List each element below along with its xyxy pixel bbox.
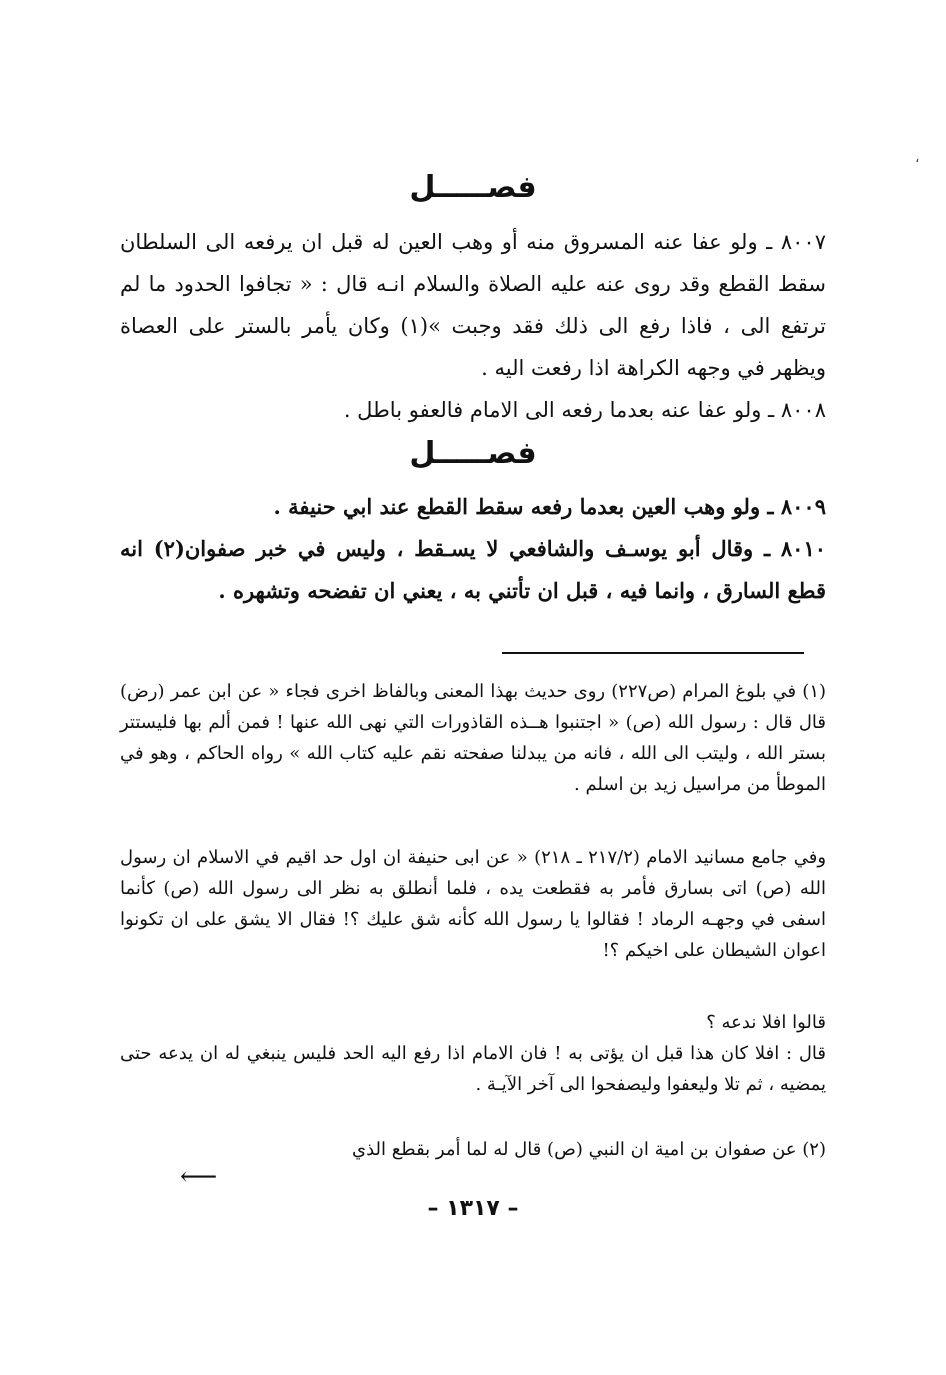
footnote-1-part-c — [120, 1007, 826, 1038]
footnote-2 — [120, 1134, 826, 1165]
footnote-1-question: قالوا افلا ندعه ؟ — [706, 1012, 826, 1033]
page-number: – ١٣١٧ – — [427, 1196, 519, 1221]
stray-mark: ، — [915, 150, 920, 166]
footnote-1-jami-text: وفي جامع مسانيد الامام (٢١٧/٢ ـ ٢١٨) « عن ابى حنيفة ان اول حد اقيم في الاسلام ان رسول الله (ص) اتى بسارق فأمر به فقطعت يده ، فلما أنطلق به نظر الى رسول الله (ص) كأنما اسفى في وجهـه الرماد ! فقالوا يا رسول الله كأنه شق عليك ؟! فقال الا يشق على ان تكونوا اعوان الشيطان على اخيكم ؟! — [120, 847, 827, 961]
footnote-2-text: (٢) عن صفوان بن امية ان النبي (ص) قال له لما أمر بقطع الذي — [351, 1139, 826, 1160]
section-1-text — [120, 221, 826, 431]
section-heading-2: فصـــــل — [409, 436, 537, 471]
paragraph-8009: ٨٠٠٩ ـ ولو وهب العين بعدما رفعه سقط القطع عند ابي حنيفة . — [273, 494, 826, 519]
paragraph-8010: ٨٠١٠ ـ وقال أبو يوسـف والشافعي لا يسـقط ، وليس في خبر صفوان(٢) انه قطع السارق ، وانما فيه ، قبل ان تأتني به ، يعني ان تفضحه وتشهره . — [120, 536, 827, 603]
continuation-arrow-icon: ⟵ — [180, 1162, 218, 1192]
section-heading-1: فصـــــل — [409, 170, 537, 205]
paragraph-8007: ٨٠٠٧ ـ ولو عفا عنه المسروق منه أو وهب العين له قبل ان يرفعه الى السلطان سقط القطع وقد روى عنه عليه الصلاة والسلام انـه قال : « تجافوا الحدود ما لم ترتفع الى ، فاذا رفع الى ذلك فقد وجبت »(١) وكان يأمر بالستر على العصاة ويظهر في وجهه الكراهة اذا رفعت اليه . — [120, 230, 827, 380]
paragraph-8008: ٨٠٠٨ ـ ولو عفا عنه بعدما رفعه الى الامام فالعفو باطل . — [343, 398, 826, 422]
section-2-text — [120, 486, 826, 612]
footnote-1-part-a — [120, 676, 826, 800]
footnote-1-part-b — [120, 842, 826, 966]
footnote-1-answer: قال : افلا كان هذا قبل ان يؤتى به ! فان الامام اذا رفع اليه الحد فليس ينبغي له ان يدعه حتى يمضيه ، ثم تلا وليعفوا وليصفحوا الى آخر الآيـة . — [120, 1043, 826, 1095]
footnote-1-text: (١) في بلوغ المرام (ص٢٢٧) روى حديث بهذا المعنى وبالفاظ اخرى فجاء « عن ابن عمر (رض) قال قال : رسول الله (ص) « اجتنبوا هــذه القاذورات التي نهى الله عنها ! فمن ألم بها فليستتر بستر الله ، وليتب الى الله ، فانه من يبدلنا صفحته نقم عليه كتاب الله » رواه الحاكم ، وهو في الموطأ من مراسيل زيد بن اسلم . — [120, 681, 827, 795]
footnote-separator — [502, 652, 804, 654]
footnote-1-part-d — [120, 1038, 826, 1100]
